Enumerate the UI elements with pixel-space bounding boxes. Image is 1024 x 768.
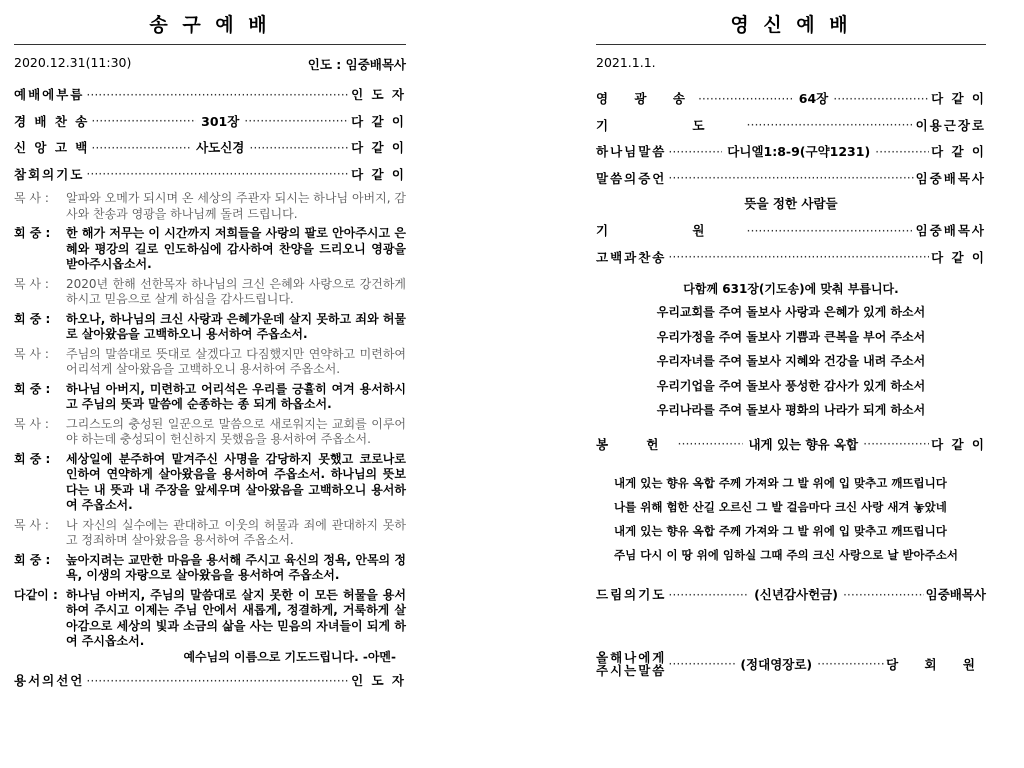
song-line: 내게 있는 향유 옥합 주께 가져와 그 발 위에 입 맞추고 깨뜨립니다 xyxy=(614,524,947,538)
page-title: 송 구 예 배 xyxy=(149,14,271,36)
speaker-label: 회 중 : xyxy=(14,451,51,466)
hymn-line: 우리기업을 주여 돌보사 풍성한 감사가 있게 하소서 xyxy=(656,378,926,393)
responsive-prayer-line xyxy=(14,553,406,584)
order-who: 임중배목사 xyxy=(925,587,987,603)
service-meta xyxy=(14,55,406,73)
order-label: 경 배 찬 송 xyxy=(14,113,90,129)
responsive-prayer-line xyxy=(14,191,406,222)
leader-dots xyxy=(875,144,929,159)
order-label-line1: 올해나에게 xyxy=(596,649,667,665)
order-item xyxy=(596,217,986,244)
order-item-declaration xyxy=(14,667,406,694)
speaker-label: 목 사 : xyxy=(14,346,49,361)
leader-dots xyxy=(668,656,735,671)
order-item xyxy=(14,161,406,188)
leader-dots xyxy=(668,249,929,264)
order-middle: 301장 xyxy=(201,113,240,129)
order-who: 임중배목사 xyxy=(915,170,986,186)
order-middle: 다니엘1:8-9(구약1231) xyxy=(727,144,871,160)
service-date: 2020.12.31(11:30) xyxy=(14,55,132,70)
responsive-prayer-line xyxy=(14,452,406,514)
order-who: 다 같 이 xyxy=(931,249,986,265)
speaker-label: 목 사 : xyxy=(14,416,49,431)
speaker-label: 목 사 : xyxy=(14,191,49,205)
hymn-line: 우리자녀를 주여 돌보사 지혜와 건강을 내려 주소서 xyxy=(656,354,926,368)
order-label: 예배에부름 xyxy=(14,87,85,103)
order-item-word-of-year xyxy=(596,648,986,680)
leader-dots xyxy=(668,587,749,602)
order-label: 말씀의증언 xyxy=(596,170,667,186)
speaker-label: 다같이 : xyxy=(14,587,58,602)
song-line: 나를 위해 험한 산길 오르신 그 발 걸음마다 크신 사랑 새겨 놓았네 xyxy=(614,500,947,514)
speaker-label: 목 사 : xyxy=(14,276,49,291)
order-middle: 내게 있는 향유 옥합 xyxy=(748,436,859,452)
responsive-prayer-line xyxy=(14,226,406,273)
hymn-intro: 다함께 631장(기도송)에 맞춰 부릅니다. xyxy=(683,282,899,296)
hymn-line: 우리가정을 주여 돌보사 기쁨과 큰복을 부어 주소서 xyxy=(656,329,926,344)
responsive-prayer-line xyxy=(14,382,406,413)
leader-dots xyxy=(863,436,929,451)
song-line: 내게 있는 향유 옥합 주께 가져와 그 발 위에 입 맞추고 깨뜨립니다 xyxy=(614,476,947,490)
order-who: 인 도 자 xyxy=(351,673,406,689)
service-meta xyxy=(596,55,986,73)
offering-song-lyrics xyxy=(596,471,986,567)
speaker-label: 회 중 : xyxy=(14,552,51,567)
order-who: 다 같 이 xyxy=(931,91,987,107)
order-who: 인 도 자 xyxy=(351,87,406,103)
order-label: 하나님말씀 xyxy=(596,144,667,160)
responsive-prayer-line xyxy=(14,417,406,448)
responsive-prayer-line xyxy=(14,518,406,549)
order-item xyxy=(596,138,986,165)
order-who: 다 같 이 xyxy=(931,144,987,160)
leader-dots xyxy=(843,587,924,602)
order-who: 이용근장로 xyxy=(915,117,986,133)
order-who: 다 같 이 xyxy=(351,140,407,156)
order-who: 다 같 이 xyxy=(351,166,406,182)
order-label: 영 광 송 xyxy=(596,91,696,107)
order-who: 다 같 이 xyxy=(351,113,406,129)
speaker-label: 회 중 : xyxy=(14,226,51,240)
leader-dots xyxy=(244,113,349,128)
leader-dots xyxy=(86,673,349,688)
order-middle: 64장 xyxy=(798,91,829,107)
page-title: 영 신 예 배 xyxy=(730,14,852,36)
order-label-line2: 주시는말씀 xyxy=(596,662,667,678)
leader-dots xyxy=(817,656,884,671)
title-divider xyxy=(596,44,986,45)
order-middle: (신년감사헌금) xyxy=(754,587,838,603)
speaker-label: 회 중 : xyxy=(14,381,51,396)
leader-dots xyxy=(698,91,794,106)
leader-dots xyxy=(86,87,349,102)
order-label: 고백과찬송 xyxy=(596,249,667,265)
order-item xyxy=(14,108,406,135)
prayer-text: 그리스도의 충성된 일꾼으로 말씀으로 새로워지는 교회를 이루어야 하는데 충성되이 헌신하지 못했음을 용서하여 주옵소서. xyxy=(66,416,406,446)
order-label xyxy=(596,651,666,677)
speaker-label: 회 중 : xyxy=(14,311,51,326)
leader-dots xyxy=(86,166,349,181)
prayer-text: 세상일에 분주하여 맡겨주신 사명을 감당하지 못했고 코로나로 인하여 연약하게 살아왔음을 용서하여 주옵소서. 하나님의 뜻보다는 내 뜻과 내 주장을 앞세우며 살아왔음을 고백하오니 용서하여 주옵소서. xyxy=(66,451,406,512)
order-middle: 사도신경 xyxy=(196,140,245,156)
section-heading: 뜻을 정한 사람들 xyxy=(744,196,838,211)
order-item-offering xyxy=(596,431,986,458)
leader-dots xyxy=(833,91,929,106)
order-label: 용서의선언 xyxy=(14,673,85,689)
order-item xyxy=(596,112,986,139)
service-leader: 인도 : 임중배목사 xyxy=(307,57,406,72)
hymn-line: 우리교회를 주여 돌보사 사랑과 은혜가 있게 하소서 xyxy=(656,305,926,319)
leader-dots xyxy=(668,144,722,159)
speaker-label: 목 사 : xyxy=(14,517,49,532)
responsive-prayer-line xyxy=(14,347,406,378)
leader-dots xyxy=(91,113,196,128)
song-line: 주님 다시 이 땅 위에 임하실 그때 주의 크신 사랑으로 날 받아주소서 xyxy=(614,548,958,562)
leader-dots xyxy=(747,223,914,238)
order-item xyxy=(596,85,986,112)
prayer-text: 알파와 오메가 되시며 온 세상의 주관자 되시는 하나님 아버지, 감사와 찬송과 영광을 하나님께 돌려 드립니다. xyxy=(66,191,406,221)
order-label: 드림의기도 xyxy=(596,587,667,603)
responsive-prayer-line xyxy=(14,312,406,343)
order-item xyxy=(596,244,986,271)
title-divider xyxy=(14,44,406,45)
service-date: 2021.1.1. xyxy=(596,55,656,70)
leader-dots xyxy=(249,140,349,155)
order-item xyxy=(596,165,986,192)
order-label: 신 앙 고 백 xyxy=(14,140,90,156)
leader-dots xyxy=(668,170,913,185)
order-label: 기 원 xyxy=(596,223,745,239)
prayer-text: 하오나, 하나님의 크신 사랑과 은혜가운데 살지 못하고 죄와 허물로 살아왔음을 고백하오니 용서하여 주옵소서. xyxy=(66,311,406,341)
prayer-text: 주님의 말씀대로 뜻대로 살겠다고 다짐했지만 연약하고 미련하여 어리석게 살아왔음을 고백하오니 용서하여 주옵소서. xyxy=(66,346,406,376)
hymn-lyrics xyxy=(596,300,986,423)
order-label: 기 도 xyxy=(596,117,745,133)
hymn-line: 우리나라를 주여 돌보사 평화의 나라가 되게 하소서 xyxy=(656,403,926,417)
order-who: 당 회 원 xyxy=(886,656,987,672)
new-year-service-page xyxy=(596,0,986,680)
order-label: 봉 헌 xyxy=(596,436,676,452)
prayer-text: 한 해가 저무는 이 시간까지 저희들을 사랑의 팔로 안아주시고 은혜와 평강의 길로 인도하심에 감사하여 찬양을 드리오니 영광을 받아주시옵소서. xyxy=(66,226,406,271)
prayer-text: 높아지려는 교만한 마음을 용서해 주시고 육신의 정욕, 안목의 정욕, 이생의 자랑으로 살아왔음을 용서하여 주옵소서. xyxy=(66,552,406,582)
order-who: 임중배목사 xyxy=(915,223,986,239)
order-who: 다 같 이 xyxy=(931,436,987,452)
year-end-service-page xyxy=(14,0,406,694)
prayer-text: 하나님 아버지, 주님의 말씀대로 살지 못한 이 모든 허물을 용서하여 주시고 이제는 주님 안에서 새롭게, 정결하게, 거룩하게 살아감으로 세상의 빛과 소금의 삶을 사는 믿음의 자녀들이 되게 하여 주시옵소서. xyxy=(66,587,406,648)
order-item xyxy=(14,81,406,108)
order-item-offering-prayer xyxy=(596,581,986,608)
prayer-text: 하나님 아버지, 미련하고 어리석은 우리를 긍휼히 여겨 용서하시고 주님의 뜻과 말씀에 순종하는 종 되게 하옵소서. xyxy=(66,381,406,411)
leader-dots xyxy=(91,140,191,155)
order-item xyxy=(14,134,406,161)
prayer-text: 2020년 한해 선한목자 하나님의 크신 은혜와 사랑으로 강건하게 하시고 믿음으로 살게 하심을 감사드립니다. xyxy=(66,276,406,306)
order-middle: (정대영장로) xyxy=(740,656,813,672)
responsive-prayer-line xyxy=(14,588,406,650)
leader-dots xyxy=(678,436,744,451)
amen-line: 예수님의 이름으로 기도드립니다. -아멘- xyxy=(183,649,396,664)
leader-dots xyxy=(747,117,914,132)
prayer-text: 나 자신의 실수에는 관대하고 이웃의 허물과 죄에 관대하지 못하고 정죄하며 살아왔음을 용서하여 주옵소서. xyxy=(66,517,406,547)
responsive-prayer-line xyxy=(14,277,406,308)
order-label: 참회의기도 xyxy=(14,166,85,182)
